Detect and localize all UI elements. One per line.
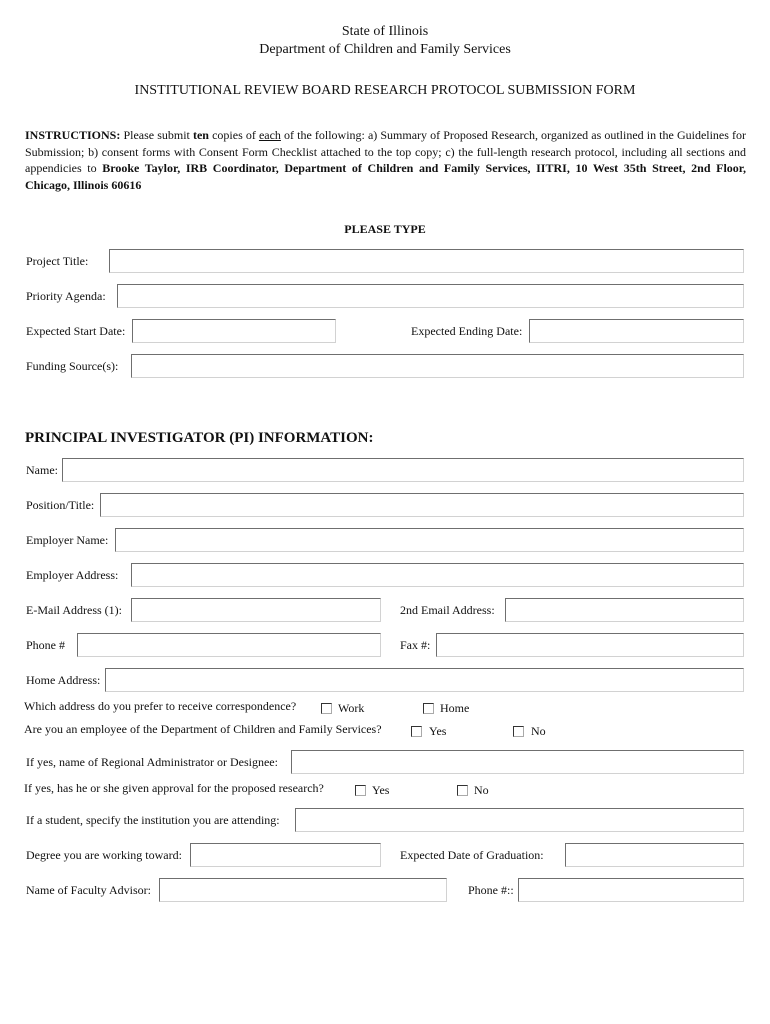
advisor-phone-field[interactable] [518,878,744,902]
email1-label: E-Mail Address (1): [26,603,122,617]
please-type-label: PLEASE TYPE [344,222,426,236]
correspondence-question: Which address do you prefer to receive correspondence? [24,699,297,713]
instructions-each: each [258,128,281,142]
end-date-field[interactable] [529,319,744,343]
department-heading: Department of Children and Family Services [259,42,511,57]
work-option-label: Work [338,701,365,715]
start-date-label: Expected Start Date: [26,324,126,338]
institution-field[interactable] [295,808,744,832]
instructions-ten: ten [192,128,209,142]
instructions-contact: Brooke Taylor, IRB Coordinator, Department of Children and Family Services, IITRI, 10 West 35th Street, 2nd Floor, Chicago, Illinois 60616 [25,161,747,192]
priority-agenda-field[interactable] [117,284,744,308]
instructions-paragraph [25,127,746,193]
instructions-text-2: copies of [208,128,259,142]
instructions-text-1: Please submit [120,128,193,142]
approval-question: If yes, has he or she given approval for the proposed research? [24,781,324,795]
pi-name-label: Name: [26,463,58,477]
work-checkbox[interactable] [321,703,332,714]
faculty-advisor-label: Name of Faculty Advisor: [26,883,151,897]
approval-yes-label: Yes [372,783,390,797]
regional-admin-field[interactable] [291,750,744,774]
phone-field[interactable] [77,633,381,657]
state-heading: State of Illinois [341,24,429,39]
institution-label: If a student, specify the institution you are attending: [26,813,280,827]
employer-address-field[interactable] [131,563,744,587]
employee-question: Are you an employee of the Department of Children and Family Services? [24,722,382,736]
priority-agenda-label: Priority Agenda: [26,289,106,303]
employee-no-label: No [531,724,546,738]
employer-name-label: Employer Name: [26,533,109,547]
project-title-field[interactable] [109,249,744,273]
employee-yes-checkbox[interactable] [411,726,422,737]
fax-field[interactable] [436,633,744,657]
employee-yes-label: Yes [429,724,447,738]
employer-name-field[interactable] [115,528,744,552]
faculty-advisor-field[interactable] [159,878,447,902]
pi-name-field[interactable] [62,458,744,482]
home-address-field[interactable] [105,668,744,692]
form-title: INSTITUTIONAL REVIEW BOARD RESEARCH PROTOCOL SUBMISSION FORM [134,83,636,98]
fax-label: Fax #: [400,638,431,652]
start-date-field[interactable] [132,319,336,343]
grad-date-field[interactable] [565,843,744,867]
position-title-label: Position/Title: [26,498,95,512]
degree-field[interactable] [190,843,381,867]
funding-source-label: Funding Source(s): [26,359,119,373]
degree-label: Degree you are working toward: [26,848,182,862]
approval-no-label: No [474,783,489,797]
approval-no-checkbox[interactable] [457,785,468,796]
advisor-phone-label: Phone #:: [468,883,514,897]
email2-label: 2nd Email Address: [400,603,495,617]
home-option-label: Home [440,701,470,715]
project-title-label: Project Title: [26,254,89,268]
end-date-label: Expected Ending Date: [411,324,523,338]
approval-yes-checkbox[interactable] [355,785,366,796]
grad-date-label: Expected Date of Graduation: [400,848,544,862]
employer-address-label: Employer Address: [26,568,119,582]
email2-field[interactable] [505,598,744,622]
email1-field[interactable] [131,598,381,622]
home-address-label: Home Address: [26,673,101,687]
home-checkbox[interactable] [423,703,434,714]
pi-section-title: PRINCIPAL INVESTIGATOR (PI) INFORMATION: [25,430,374,446]
regional-admin-label: If yes, name of Regional Administrator or Designee: [26,755,278,769]
position-title-field[interactable] [100,493,744,517]
employee-no-checkbox[interactable] [513,726,524,737]
funding-source-field[interactable] [131,354,744,378]
instructions-text-3: of the following: a) Summary of Proposed Research, organized as outlined in the Guidelines for Submission; b) consent forms with Consent Form Checklist attached to the top copy; c) the full-length research protocol, including all sections and appendicies to [25,128,747,175]
instructions-label: INSTRUCTIONS: [25,128,121,142]
phone-label: Phone # [26,638,65,652]
